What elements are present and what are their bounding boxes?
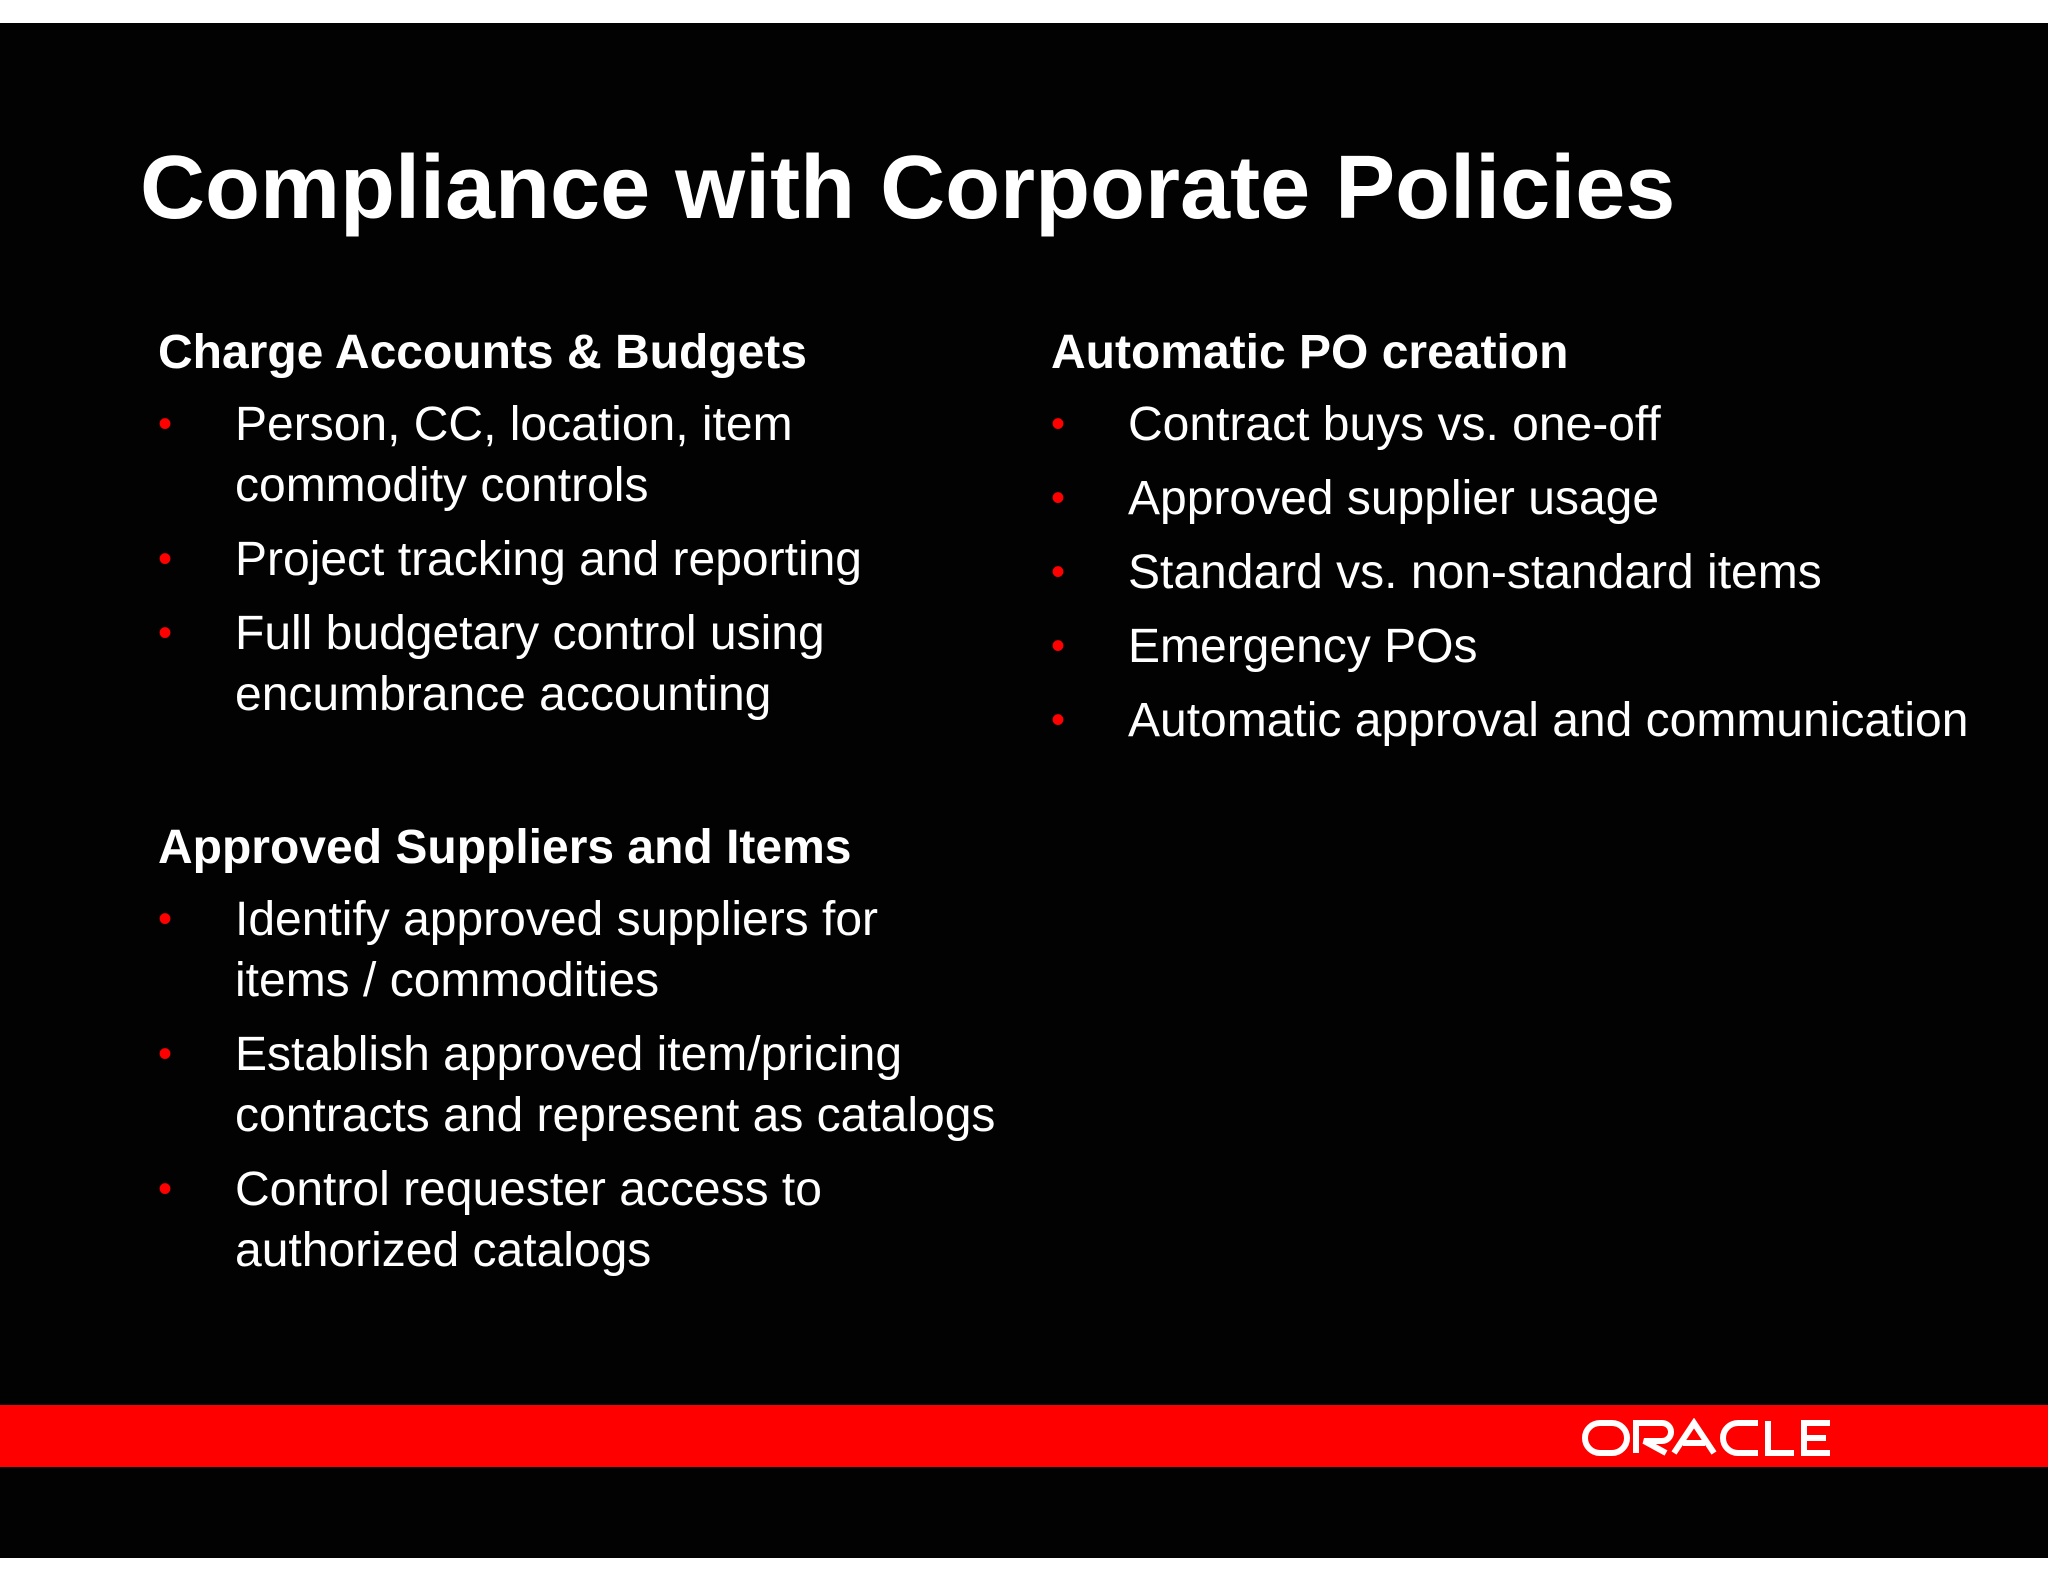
bullet-icon: • bbox=[158, 897, 173, 941]
bullet-icon: • bbox=[1051, 698, 1066, 742]
list-item bbox=[140, 394, 862, 516]
bullet-icon: • bbox=[158, 1032, 173, 1076]
section-automatic-po bbox=[1033, 323, 1968, 764]
section-heading: Charge Accounts & Budgets bbox=[158, 326, 807, 379]
list-item-line: Standard vs. non-standard items bbox=[1128, 546, 1822, 599]
list-item-line: Establish approved item/pricing bbox=[235, 1028, 903, 1081]
list-item bbox=[1033, 616, 1968, 677]
section-charge-accounts bbox=[140, 323, 862, 738]
list-item-line: Contract buys vs. one-off bbox=[1128, 398, 1661, 451]
list-item bbox=[140, 1024, 995, 1146]
list-item-line: encumbrance accounting bbox=[235, 668, 772, 721]
section-approved-suppliers bbox=[140, 818, 995, 1294]
bullet-icon: • bbox=[1051, 550, 1066, 594]
list-item bbox=[1033, 394, 1968, 455]
section-heading: Approved Suppliers and Items bbox=[158, 821, 852, 874]
bullet-icon: • bbox=[158, 537, 173, 581]
list-item bbox=[140, 603, 862, 725]
bullet-icon: • bbox=[1051, 624, 1066, 668]
list-item-line: Emergency POs bbox=[1128, 620, 1478, 673]
list-item-line: Full budgetary control using bbox=[235, 607, 825, 660]
slide-title: Compliance with Corporate Policies bbox=[140, 138, 1676, 238]
list-item-line: Approved supplier usage bbox=[1128, 472, 1660, 525]
list-item-line: items / commodities bbox=[235, 954, 660, 1007]
list-item bbox=[140, 889, 995, 1011]
bullet-icon: • bbox=[1051, 402, 1066, 446]
list-item bbox=[140, 529, 862, 590]
bullet-icon: • bbox=[158, 402, 173, 446]
list-item-line: Person, CC, location, item bbox=[235, 398, 793, 451]
list-item-line: Control requester access to bbox=[235, 1163, 822, 1216]
list-item-line: Project tracking and reporting bbox=[235, 533, 862, 586]
oracle-logo-icon bbox=[1582, 1418, 1834, 1458]
list-item bbox=[1033, 468, 1968, 529]
bullet-icon: • bbox=[1051, 476, 1066, 520]
list-item bbox=[1033, 542, 1968, 603]
bullet-icon: • bbox=[158, 611, 173, 655]
bullet-list bbox=[1033, 394, 1968, 751]
slide bbox=[0, 23, 2048, 1558]
list-item-line: Automatic approval and communication bbox=[1128, 694, 1969, 747]
bullet-list bbox=[140, 889, 995, 1281]
list-item-line: Identify approved suppliers for bbox=[235, 893, 879, 946]
list-item-line: authorized catalogs bbox=[235, 1224, 652, 1277]
list-item bbox=[140, 1159, 995, 1281]
list-item-line: commodity controls bbox=[235, 459, 649, 512]
list-item bbox=[1033, 690, 1968, 751]
section-heading: Automatic PO creation bbox=[1051, 326, 1569, 379]
list-item-line: contracts and represent as catalogs bbox=[235, 1089, 996, 1142]
bullet-list bbox=[140, 394, 862, 725]
bullet-icon: • bbox=[158, 1167, 173, 1211]
